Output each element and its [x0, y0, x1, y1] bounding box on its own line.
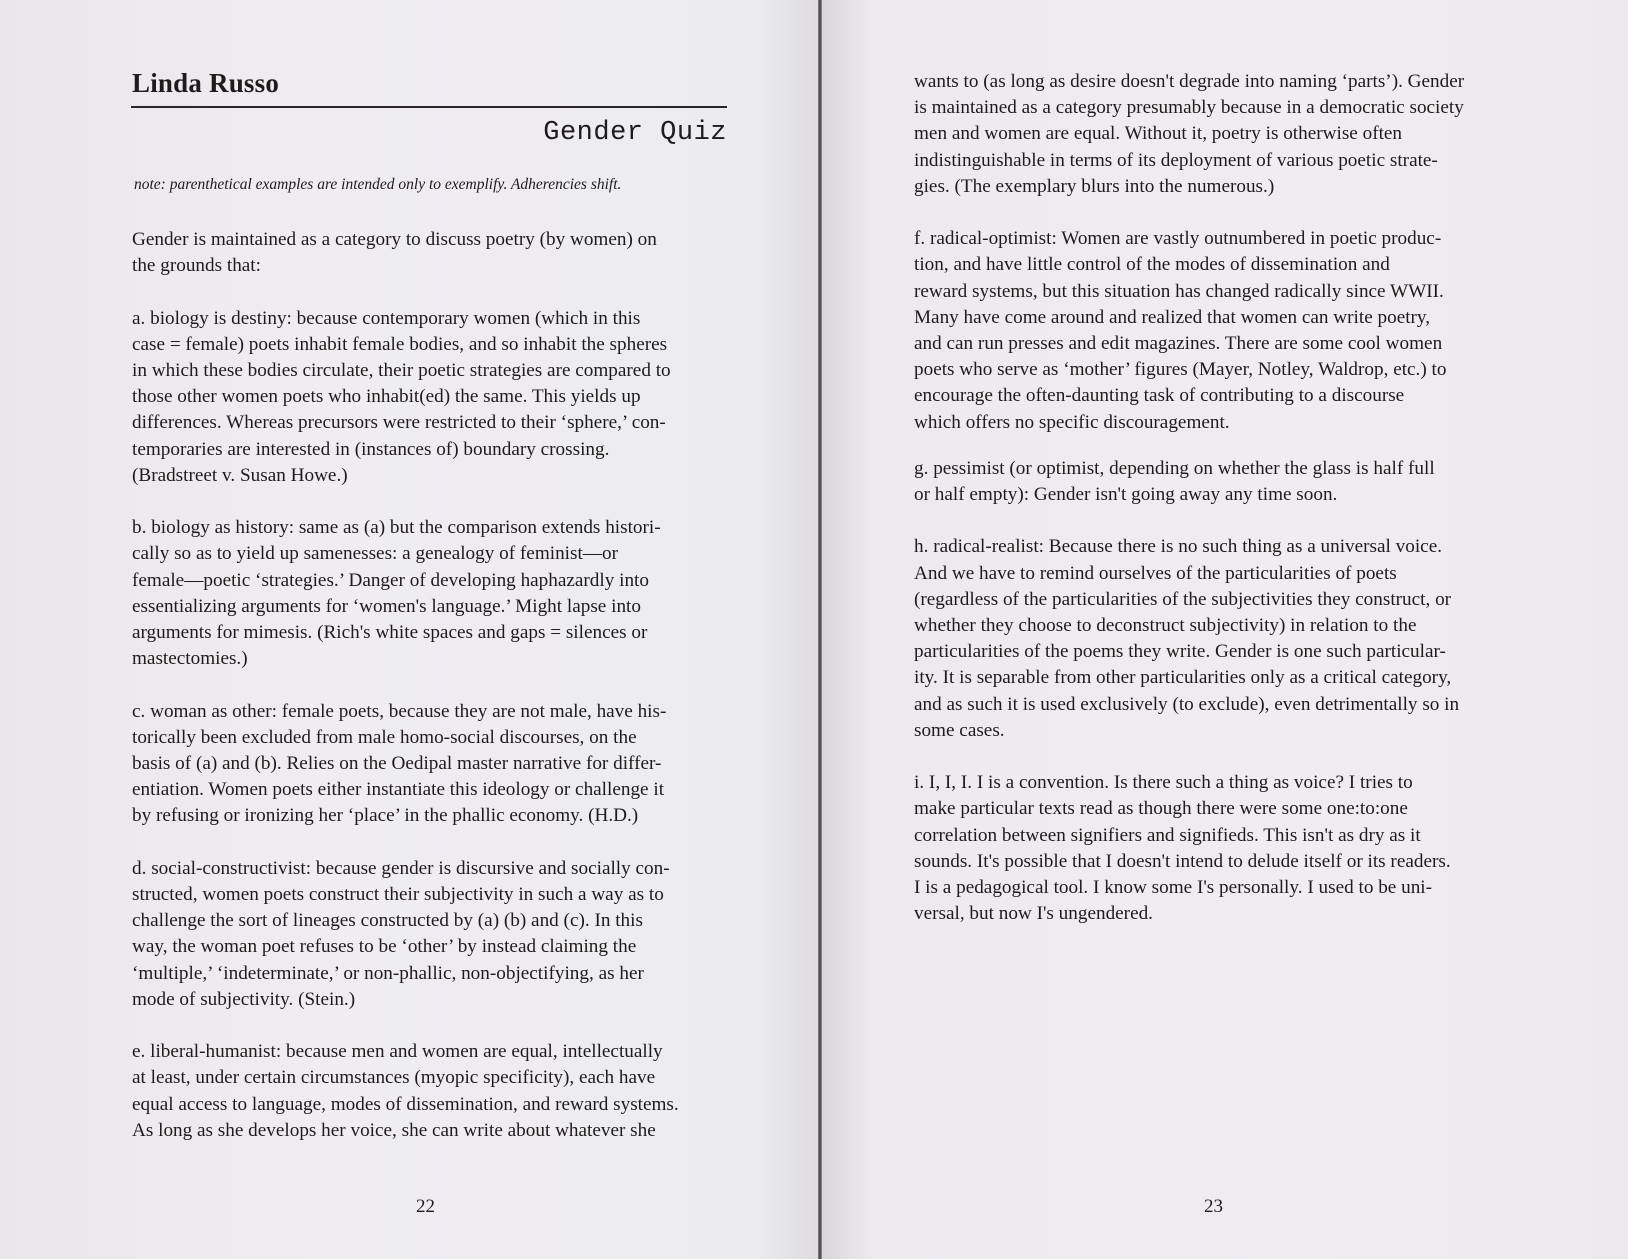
paragraph-c: c. woman as other: female poets, because they are not male, have his- torically been excluded from male homo-social discourses, on the basis of (a) and (b). Relies on the Oedipal master narrative for differ- entiation. Women poets either instantiate this ideology or challenge it by refusing or ironizing her ‘place’ in the phallic economy. (H.D.) [132, 700, 667, 827]
left-text-column [132, 227, 730, 1170]
paragraph-b: b. biology as history: same as (a) but the comparison extends histori- cally so as to yield up samenesses: a genealogy of feminist—or female—poetic ‘strategies.’ Danger of developing haphazardly into essentializing arguments for ‘women's language.’ Might lapse into arguments for mimesis. (Rich's white spaces and gaps = silences or mastectomies.) [132, 517, 661, 670]
paragraph-d: d. social-constructivist: because gender is discursive and socially con- structed, women poets construct their subjectivity in such a way as to challenge the sort of lineages constructed by (a) (b) and (c). In this way, the woman poet refuses to be ‘other’ by instead claiming the ‘multiple,’ ‘indeterminate,’ or non-phallic, non-objectifying, as her mode of subjectivity. (Stein.) [132, 857, 670, 1010]
paragraph-f: f. radical-optimist: Women are vastly outnumbered in poetic produc- tion, and have little control of the modes of dissemination and reward systems, but this situation has changed radically since WWII. Many have come around and realized that women can write poetry, and can run presses and edit magazines. There are some cool women poets who serve as ‘mother’ figures (Mayer, Notley, Waldrop, etc.) to encourage the often-daunting task of contributing to a discourse which offers no specific discouragement. [914, 228, 1447, 433]
paragraph-h: h. radical-realist: Because there is no such thing as a universal voice. And we have to remind ourselves of the particularities of poets (regardless of the particularities of the subjectivities they construct, or whether they choose to deconstruct subjectivity) in relation to the particularities of the poems they write. Gender is one such particular- ity. It is separable from other particularities only as a critical category, and as such it is used exclusively (to exclude), even detrimentally so in some cases. [914, 536, 1460, 741]
page-number-left: 22 [416, 1196, 435, 1217]
book-gutter [818, 0, 822, 1259]
page-number-right: 23 [1204, 1196, 1223, 1217]
paragraph-g: g. pessimist (or optimist, depending on whether the glass is half full or half empty): Gender isn't going away any time soon. [914, 457, 1435, 506]
right-page [822, 0, 1628, 1259]
paragraph-i: i. I, I, I. I is a convention. Is there such a thing as voice? I tries to make particular texts read as though there were some one:to:one correlation between signifiers and signifieds. This isn't as dry as it sounds. It's possible that I doesn't intend to delude itself or its readers. I is a pedagogical tool. I know some I's personally. I used to be uni- versal, but now I's ungendered. [914, 772, 1451, 925]
poem-title: Gender Quiz [543, 118, 727, 148]
intro-note: note: parenthetical examples are intended only to exemplify. Adherencies shift. [134, 176, 622, 193]
right-text-column [914, 69, 1522, 954]
title-rule [131, 106, 727, 108]
paragraph-a: a. biology is destiny: because contemporary women (which in this case = female) poets inhabit female bodies, and so inhabit the spheres in which these bodies circulate, their poetic strategies are compared to those other women poets who inhabit(ed) the same. This yields up differences. Whereas precursors were restricted to their ‘sphere,’ con- temporaries are interested in (instances of) boundary crossing. (Bradstreet v. Susan Howe.) [132, 307, 671, 486]
paragraph-e: e. liberal-humanist: because men and women are equal, intellectually at least, under certain circumstances (myopic specificity), each have equal access to language, modes of dissemination, and reward systems. As long as she develops her voice, she can write about whatever she [132, 1041, 679, 1141]
paragraph-e-continued: wants to (as long as desire doesn't degrade into naming ‘parts’). Gender is maintained as a category presumably because in a democratic society men and women are equal. Without it, poetry is otherwise often indistinguishable in terms of its deployment of various poetic strate- gies. (The exemplary blurs into the numerous.) [914, 71, 1465, 197]
paragraph-intro: Gender is maintained as a category to discuss poetry (by women) on the grounds that: [132, 229, 657, 277]
author-name: Linda Russo [132, 68, 280, 98]
